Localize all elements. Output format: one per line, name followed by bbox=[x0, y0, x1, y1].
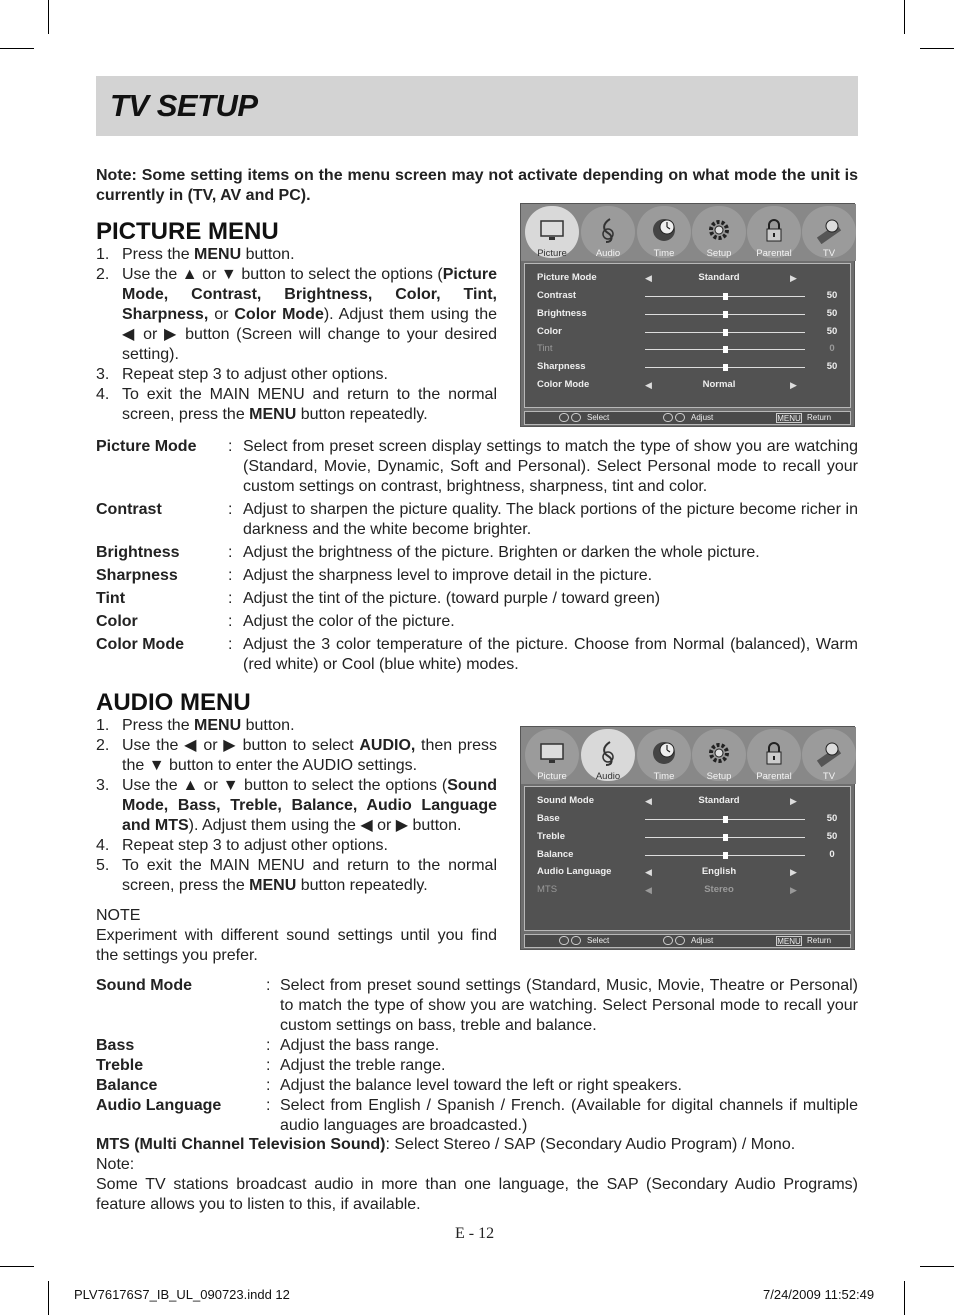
menu-item-label: MTS bbox=[537, 884, 558, 895]
footer-select: Select bbox=[587, 413, 610, 422]
menu-footer bbox=[524, 411, 851, 425]
crop-mark bbox=[920, 1266, 954, 1267]
step-text: Use the ◀ or ▶ button to select bbox=[122, 737, 360, 754]
step-bold-text: Picture Mode, Contrast, Brightness, Color, Tint, Sharpness, bbox=[122, 266, 497, 323]
slider-track bbox=[645, 819, 805, 820]
definition-term: Sound Mode bbox=[96, 977, 192, 994]
definition-row bbox=[96, 635, 858, 675]
definition-row bbox=[96, 437, 858, 497]
step-bold-text: Color Mode bbox=[234, 306, 324, 323]
audio-icon bbox=[594, 739, 622, 767]
slider-value: 0 bbox=[829, 343, 835, 354]
arrow-right-icon: ▶ bbox=[790, 796, 797, 806]
tab-label: Parental bbox=[756, 771, 792, 782]
step-bold-text: Sound Mode, Bass, Treble, Balance, Audio Language and MTS bbox=[122, 777, 497, 834]
definition-term: Picture Mode bbox=[96, 438, 197, 455]
crop-mark bbox=[48, 1281, 49, 1315]
footer-select: Select bbox=[587, 936, 610, 945]
definition-desc: Adjust the sharpness level to improve detail in the picture. bbox=[243, 567, 653, 584]
audio-menu-step bbox=[96, 716, 497, 736]
slider-track bbox=[645, 296, 805, 297]
step-text: ). Adjust them using the ◀ or ▶ button. bbox=[188, 817, 462, 834]
tab-label: Time bbox=[653, 771, 675, 782]
mts-note-text: Some TV stations broadcast audio in more than one language, the SAP (Secondary Audio Programs) feature allows you to listen to this, if available. bbox=[96, 1176, 858, 1213]
definition-colon: : bbox=[228, 636, 233, 653]
definition-colon: : bbox=[228, 567, 233, 584]
clock-icon bbox=[650, 216, 678, 244]
definition-desc: Select from preset sound settings (Standard, Music, Movie, Theatre or Personal) to match the type of show you are watching. Select Personal mode to recall your custom settings on bass, treble and balance. bbox=[280, 977, 858, 1034]
tv-icon bbox=[815, 739, 843, 767]
slider-knob bbox=[723, 834, 728, 841]
clock-icon bbox=[650, 739, 678, 767]
tab-label: Audio bbox=[595, 248, 621, 259]
picture-menu-heading: PICTURE MENU bbox=[96, 218, 279, 245]
slider-knob bbox=[723, 364, 728, 371]
slug-date: 7/24/2009 11:52:49 bbox=[763, 1287, 875, 1302]
audio-menu-definitions bbox=[96, 976, 858, 1136]
definition-term: Color Mode bbox=[96, 636, 184, 653]
menu-item-value: Stereo bbox=[704, 884, 734, 895]
tab-label: Picture bbox=[537, 771, 567, 782]
definition-row bbox=[96, 612, 858, 632]
gear-icon bbox=[705, 739, 733, 767]
audio-menu-step bbox=[96, 836, 497, 856]
slider-track bbox=[645, 349, 805, 350]
audio-note-text: Experiment with different sound settings until you find the settings you prefer. bbox=[96, 927, 497, 964]
crop-mark bbox=[0, 1266, 34, 1267]
arrow-right-icon: ▶ bbox=[790, 885, 797, 895]
arrow-left-icon: ◀ bbox=[645, 796, 652, 806]
menu-panel bbox=[524, 263, 851, 408]
footer-adjust: Adjust bbox=[691, 936, 714, 945]
audio-menu-step bbox=[96, 856, 497, 896]
step-number: 4. bbox=[96, 837, 110, 854]
picture-menu-step bbox=[96, 265, 497, 365]
slider-track bbox=[645, 837, 805, 838]
slider-value: 50 bbox=[826, 813, 838, 824]
definition-desc: Adjust the 3 color temperature of the picture. Choose from Normal (balanced), Warm (red white) or Cool (blue white) modes. bbox=[243, 636, 858, 673]
definition-desc: Adjust the balance level toward the left or right speakers. bbox=[280, 1077, 682, 1094]
definition-colon: : bbox=[228, 501, 233, 518]
definition-desc: Adjust the color of the picture. bbox=[243, 613, 455, 630]
definition-row bbox=[96, 1096, 858, 1136]
setting-note: Note: Some setting items on the menu screen may not activate depending on what mode the unit is currently in (TV, AV and PC). bbox=[96, 167, 858, 204]
definition-row bbox=[96, 589, 858, 609]
step-text: button repeatedly. bbox=[296, 877, 428, 894]
picture-menu-steps bbox=[96, 245, 497, 425]
slider-knob bbox=[723, 816, 728, 823]
picture-menu-step bbox=[96, 245, 497, 265]
lock-icon bbox=[760, 739, 788, 767]
crop-mark bbox=[904, 0, 905, 34]
step-number: 1. bbox=[96, 246, 110, 263]
step-text: Use the ▲ or ▼ button to select the options ( bbox=[122, 777, 448, 794]
footer-return: Return bbox=[807, 413, 832, 422]
menu-item-label: Color Mode bbox=[537, 379, 590, 390]
up-down-key-icon bbox=[559, 936, 569, 945]
definition-row bbox=[96, 976, 858, 1036]
step-text: To exit the MAIN MENU and return to the normal screen, press the bbox=[122, 857, 497, 894]
slider-track bbox=[645, 855, 805, 856]
audio-menu-screen bbox=[520, 726, 855, 950]
picture-menu-step bbox=[96, 365, 497, 385]
arrow-left-icon: ◀ bbox=[645, 885, 652, 895]
menu-item-value: Standard bbox=[698, 272, 740, 283]
slider-track bbox=[645, 367, 805, 368]
tab-label: Audio bbox=[595, 771, 621, 782]
slider-value: 50 bbox=[826, 361, 838, 372]
mts-term: MTS (Multi Channel Television Sound) bbox=[96, 1136, 386, 1153]
tab-label: Picture bbox=[537, 248, 567, 259]
definition-desc: Adjust the treble range. bbox=[280, 1057, 446, 1074]
definition-row bbox=[96, 1036, 858, 1056]
gear-icon bbox=[705, 216, 733, 244]
crop-mark bbox=[48, 0, 49, 34]
title-banner bbox=[96, 76, 858, 136]
slug-file: PLV76176S7_IB_UL_090723.indd 12 bbox=[74, 1287, 290, 1302]
definition-colon: : bbox=[266, 977, 271, 994]
definition-row bbox=[96, 543, 858, 563]
slider-knob bbox=[723, 311, 728, 318]
footer-return: Return bbox=[807, 936, 832, 945]
slider-knob bbox=[723, 852, 728, 859]
picture-menu-screen bbox=[520, 203, 855, 427]
menu-tab-bar bbox=[521, 727, 856, 784]
slider-knob bbox=[723, 329, 728, 336]
step-bold-text: MENU bbox=[194, 246, 242, 263]
definition-row bbox=[96, 500, 858, 540]
audio-icon bbox=[594, 216, 622, 244]
menu-item-label: Contrast bbox=[537, 290, 577, 301]
definition-desc: Adjust the bass range. bbox=[280, 1037, 440, 1054]
audio-menu-steps bbox=[96, 716, 497, 896]
step-text: Use the ▲ or ▼ button to select the options ( bbox=[122, 266, 443, 283]
step-number: 3. bbox=[96, 366, 110, 383]
arrow-right-icon: ▶ bbox=[790, 273, 797, 283]
up-down-key-icon bbox=[571, 413, 581, 422]
tv-icon bbox=[815, 216, 843, 244]
audio-note bbox=[96, 906, 497, 966]
slider-track bbox=[645, 314, 805, 315]
audio-menu-heading: AUDIO MENU bbox=[96, 689, 251, 716]
definition-term: Bass bbox=[96, 1037, 135, 1054]
step-number: 2. bbox=[96, 737, 110, 754]
picture-menu-definitions bbox=[96, 437, 858, 675]
definition-row bbox=[96, 566, 858, 586]
definition-colon: : bbox=[266, 1057, 271, 1074]
step-number: 5. bbox=[96, 857, 110, 874]
step-number: 1. bbox=[96, 717, 110, 734]
step-text: button. bbox=[241, 246, 295, 263]
definition-row bbox=[96, 1056, 858, 1076]
crop-mark bbox=[0, 48, 34, 49]
picture-menu-step bbox=[96, 385, 497, 425]
footer-adjust: Adjust bbox=[691, 413, 714, 422]
menu-tab-bar bbox=[521, 204, 856, 261]
page-number: E - 12 bbox=[455, 1225, 495, 1242]
step-text: or bbox=[208, 306, 235, 323]
definition-desc: Select from English / Spanish / French. (Available for digital channels if multiple audio languages are broadcasted.) bbox=[280, 1097, 858, 1134]
menu-item-value: Standard bbox=[698, 795, 740, 806]
menu-item-value: Normal bbox=[702, 379, 736, 390]
slider-knob bbox=[723, 293, 728, 300]
menu-item-label: Sound Mode bbox=[537, 795, 594, 806]
definition-term: Audio Language bbox=[96, 1097, 222, 1114]
step-text: Repeat step 3 to adjust other options. bbox=[122, 366, 388, 383]
tab-label: TV bbox=[822, 248, 836, 259]
definition-term: Brightness bbox=[96, 544, 180, 561]
step-bold-text: AUDIO, bbox=[359, 737, 416, 754]
step-number: 3. bbox=[96, 777, 110, 794]
slider-value: 50 bbox=[826, 308, 838, 319]
menu-footer bbox=[524, 934, 851, 948]
definition-term: Balance bbox=[96, 1077, 158, 1094]
slider-value: 50 bbox=[826, 290, 838, 301]
step-text: button repeatedly. bbox=[296, 406, 428, 423]
definition-colon: : bbox=[266, 1077, 271, 1094]
mts-desc: : Select Stereo / SAP (Secondary Audio Program) / Mono. bbox=[385, 1136, 796, 1153]
definition-colon: : bbox=[228, 613, 233, 630]
tab-label: Parental bbox=[756, 248, 792, 259]
menu-item-label: Balance bbox=[537, 849, 574, 860]
definition-term: Color bbox=[96, 613, 138, 630]
picture-icon bbox=[538, 216, 566, 244]
mts-note-title: Note: bbox=[96, 1156, 135, 1173]
definition-desc: Adjust the tint of the picture. (toward purple / toward green) bbox=[243, 590, 661, 607]
menu-panel bbox=[524, 786, 851, 931]
step-bold-text: MENU bbox=[194, 717, 242, 734]
menu-item-label: Audio Language bbox=[537, 866, 612, 877]
definition-colon: : bbox=[266, 1097, 271, 1114]
slider-value: 0 bbox=[829, 849, 835, 860]
step-bold-text: MENU bbox=[249, 406, 297, 423]
step-text: button. bbox=[241, 717, 295, 734]
mts-section bbox=[96, 1135, 858, 1215]
step-text: ). Adjust them using the ◀ or ▶ button (Screen will change to your desired setting). bbox=[122, 306, 497, 363]
crop-mark bbox=[920, 48, 954, 49]
definition-term: Sharpness bbox=[96, 567, 178, 584]
menu-item-label: Tint bbox=[537, 343, 553, 354]
step-text: Press the bbox=[122, 717, 195, 734]
definition-desc: Select from preset screen display settings to match the type of show you are watching (Standard, Movie, Dynamic, Soft and Personal). Select Personal mode to recall your custom settings on contrast, brightness, sharpness, tint and color. bbox=[243, 438, 858, 495]
tab-label: Setup bbox=[706, 248, 732, 259]
menu-item-label: Treble bbox=[537, 831, 565, 842]
slider-knob bbox=[723, 346, 728, 353]
slider-track bbox=[645, 332, 805, 333]
audio-menu-step bbox=[96, 776, 497, 836]
definition-desc: Adjust the brightness of the picture. Brighten or darken the whole picture. bbox=[243, 544, 760, 561]
menu-item-label: Picture Mode bbox=[537, 272, 597, 283]
step-text: To exit the MAIN MENU and return to the normal screen, press the bbox=[122, 386, 497, 423]
lock-icon bbox=[760, 216, 788, 244]
audio-menu-step bbox=[96, 736, 497, 776]
left-right-key-icon bbox=[675, 936, 685, 945]
left-right-key-icon bbox=[675, 413, 685, 422]
up-down-key-icon bbox=[559, 413, 569, 422]
definition-colon: : bbox=[228, 438, 233, 455]
tab-label: Setup bbox=[706, 771, 732, 782]
definition-colon: : bbox=[228, 544, 233, 561]
definition-row bbox=[96, 1076, 858, 1096]
left-right-key-icon bbox=[663, 936, 673, 945]
left-right-key-icon bbox=[663, 413, 673, 422]
step-text: then press the ▼ button to enter the AUDIO settings. bbox=[122, 737, 498, 774]
step-number: 4. bbox=[96, 386, 110, 403]
arrow-right-icon: ▶ bbox=[790, 867, 797, 877]
picture-icon bbox=[538, 739, 566, 767]
definition-term: Contrast bbox=[96, 501, 162, 518]
crop-mark bbox=[904, 1281, 905, 1315]
definition-term: Treble bbox=[96, 1057, 144, 1074]
step-text: Repeat step 3 to adjust other options. bbox=[122, 837, 388, 854]
menu-item-label: Base bbox=[537, 813, 560, 824]
menu-item-label: Color bbox=[537, 326, 562, 337]
menu-item-value: English bbox=[701, 866, 737, 877]
step-text: Press the bbox=[122, 246, 195, 263]
slider-value: 50 bbox=[826, 326, 838, 337]
definition-term: Tint bbox=[96, 590, 126, 607]
definition-colon: : bbox=[228, 590, 233, 607]
tab-label: Time bbox=[653, 248, 675, 259]
arrow-left-icon: ◀ bbox=[645, 867, 652, 877]
arrow-left-icon: ◀ bbox=[645, 273, 652, 283]
menu-item-label: Sharpness bbox=[537, 361, 586, 372]
tab-label: TV bbox=[822, 771, 836, 782]
up-down-key-icon bbox=[571, 936, 581, 945]
definition-colon: : bbox=[266, 1037, 271, 1054]
step-bold-text: MENU bbox=[249, 877, 297, 894]
menu-key-icon: MENU bbox=[777, 414, 801, 423]
menu-key-icon: MENU bbox=[777, 937, 801, 946]
arrow-left-icon: ◀ bbox=[645, 380, 652, 390]
slider-value: 50 bbox=[826, 831, 838, 842]
menu-item-label: Brightness bbox=[537, 308, 587, 319]
audio-note-title: NOTE bbox=[96, 907, 141, 924]
definition-desc: Adjust to sharpen the picture quality. The black portions of the picture become richer in darkness and the white become brighter. bbox=[243, 501, 858, 538]
step-number: 2. bbox=[96, 266, 110, 283]
arrow-right-icon: ▶ bbox=[790, 380, 797, 390]
page-title: TV SETUP bbox=[110, 88, 258, 123]
